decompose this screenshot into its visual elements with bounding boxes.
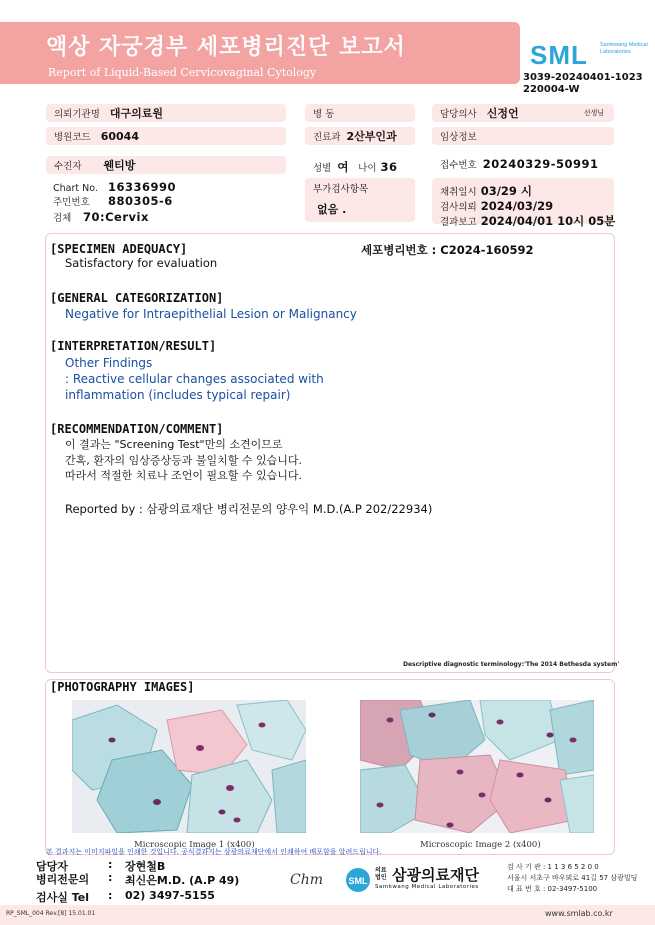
report-title: 액상 자궁경부 세포병리진단 보고서: [46, 35, 406, 60]
staff-name: 장현철B: [125, 860, 166, 873]
phone-number: 02) 3497-5155: [125, 889, 215, 902]
receipt-number-field: 접수번호 20240329-50991: [440, 157, 599, 171]
general-text: Negative for Intraepithelial Lesion or Malignancy: [65, 307, 357, 321]
patient-field: 수진자 웬티방: [46, 156, 286, 174]
sml-logo: SML: [530, 40, 588, 70]
adequacy-heading: [SPECIMEN ADEQUACY]: [50, 242, 188, 256]
colon: :: [108, 871, 113, 884]
doctor-field: 담당의사 신정언 선생님: [432, 104, 614, 122]
recommendation-heading: [RECOMMENDATION/COMMENT]: [50, 422, 224, 436]
samkwang-emblem-icon: [345, 867, 371, 893]
colon: :: [108, 889, 113, 902]
terminology-note: Descriptive diagnostic terminology:'The 2014 Bethesda system': [403, 661, 620, 668]
general-heading: [GENERAL CATEGORIZATION]: [50, 291, 224, 305]
lab-info: 검 사 기 관 : 1 1 3 6 5 2 0 0 서울시 서초구 바우뫼로 41길 57 삼광빌딩 대 표 번 호 : 02-3497-5100: [507, 863, 638, 893]
microscopic-image-2: [360, 700, 594, 833]
extra-tests-box: 부가검사항목 없음 .: [305, 178, 415, 222]
colon: :: [108, 858, 113, 871]
dates-box: 채취일시 03/29 시 검사의뢰 2024/03/29 결과보고 2024/04/01 10시 05분: [432, 178, 614, 224]
clinical-info-field: 임상정보: [432, 127, 614, 145]
cytology-number: 세포병리번호 : C2024-160592: [361, 243, 534, 257]
recommendation-line-3: 따라서 적절한 치료나 조언이 필요할 수 있습니다.: [65, 469, 302, 482]
form-code: RP_SML_004 Rev.[8] 15.01.01: [6, 910, 96, 917]
image-2-caption: Microscopic Image 2 (x400): [420, 840, 541, 850]
print-notice: 본 결과지는 이미지파일을 인쇄한 것입니다. 공식결과지는 삼광의료재단에서 인쇄하여 배포함을 알려드립니다.: [46, 848, 382, 856]
signature: Chm: [290, 872, 324, 888]
website-link[interactable]: www.smlab.co.kr: [545, 909, 613, 918]
adequacy-text: Satisfactory for evaluation: [65, 256, 218, 270]
reported-by: Reported by : 삼광의료재단 병리전문의 양우익 M.D.(A.P 202/22934): [65, 502, 433, 516]
samkwang-logo: SML 의료법인 삼광의료재단 Samkwang Medical Laboratories: [345, 864, 493, 896]
svg-text:SML: SML: [348, 876, 368, 886]
document-number: 3039-20240401-1023 220004-W: [523, 72, 643, 95]
ward-field: 병 동: [305, 104, 415, 122]
interpretation-line-2: : Reactive cellular changes associated with: [65, 372, 324, 386]
recommendation-line-2: 간혹, 환자의 임상증상등과 불일치할 수 있습니다.: [65, 454, 302, 467]
photo-heading: [PHOTOGRAPHY IMAGES]: [50, 680, 195, 694]
recommendation-line-1: 이 결과는 "Screening Test"만의 소견이므로: [65, 438, 283, 451]
image-1-caption: Microscopic Image 1 (x400): [134, 840, 255, 850]
sex-age-field: 성별 여 나이 36: [313, 160, 398, 174]
department-field: 진료과 2산부인과: [305, 127, 415, 145]
microscopic-image-1: [72, 700, 306, 833]
report-subtitle: Report of Liquid-Based Cervicovaginal Cytology: [48, 66, 317, 79]
pathologist-label: 병리전문의: [36, 873, 90, 886]
institution-field: 의뢰기관명 대구의료원: [46, 104, 286, 122]
pathologist-name: 최신은M.D. (A.P 49): [125, 874, 240, 887]
specimen-field: 검체 70:Cervix: [53, 210, 149, 224]
sml-logo-subtext: Samkwang Medical Laboratories: [600, 42, 648, 55]
phone-label: 검사실 Tel: [36, 891, 89, 904]
hospital-code-field: 병원코드 60044: [46, 127, 286, 145]
interpretation-line-3: inflammation (includes typical repair): [65, 388, 291, 402]
staff-label: 담당자: [36, 860, 68, 873]
chart-number-field: Chart No. 16336990: [53, 180, 177, 194]
interpretation-line-1: Other Findings: [65, 356, 153, 370]
id-number-field: 주민번호 880305-6: [53, 194, 173, 208]
interpretation-heading: [INTERPRETATION/RESULT]: [50, 339, 217, 353]
